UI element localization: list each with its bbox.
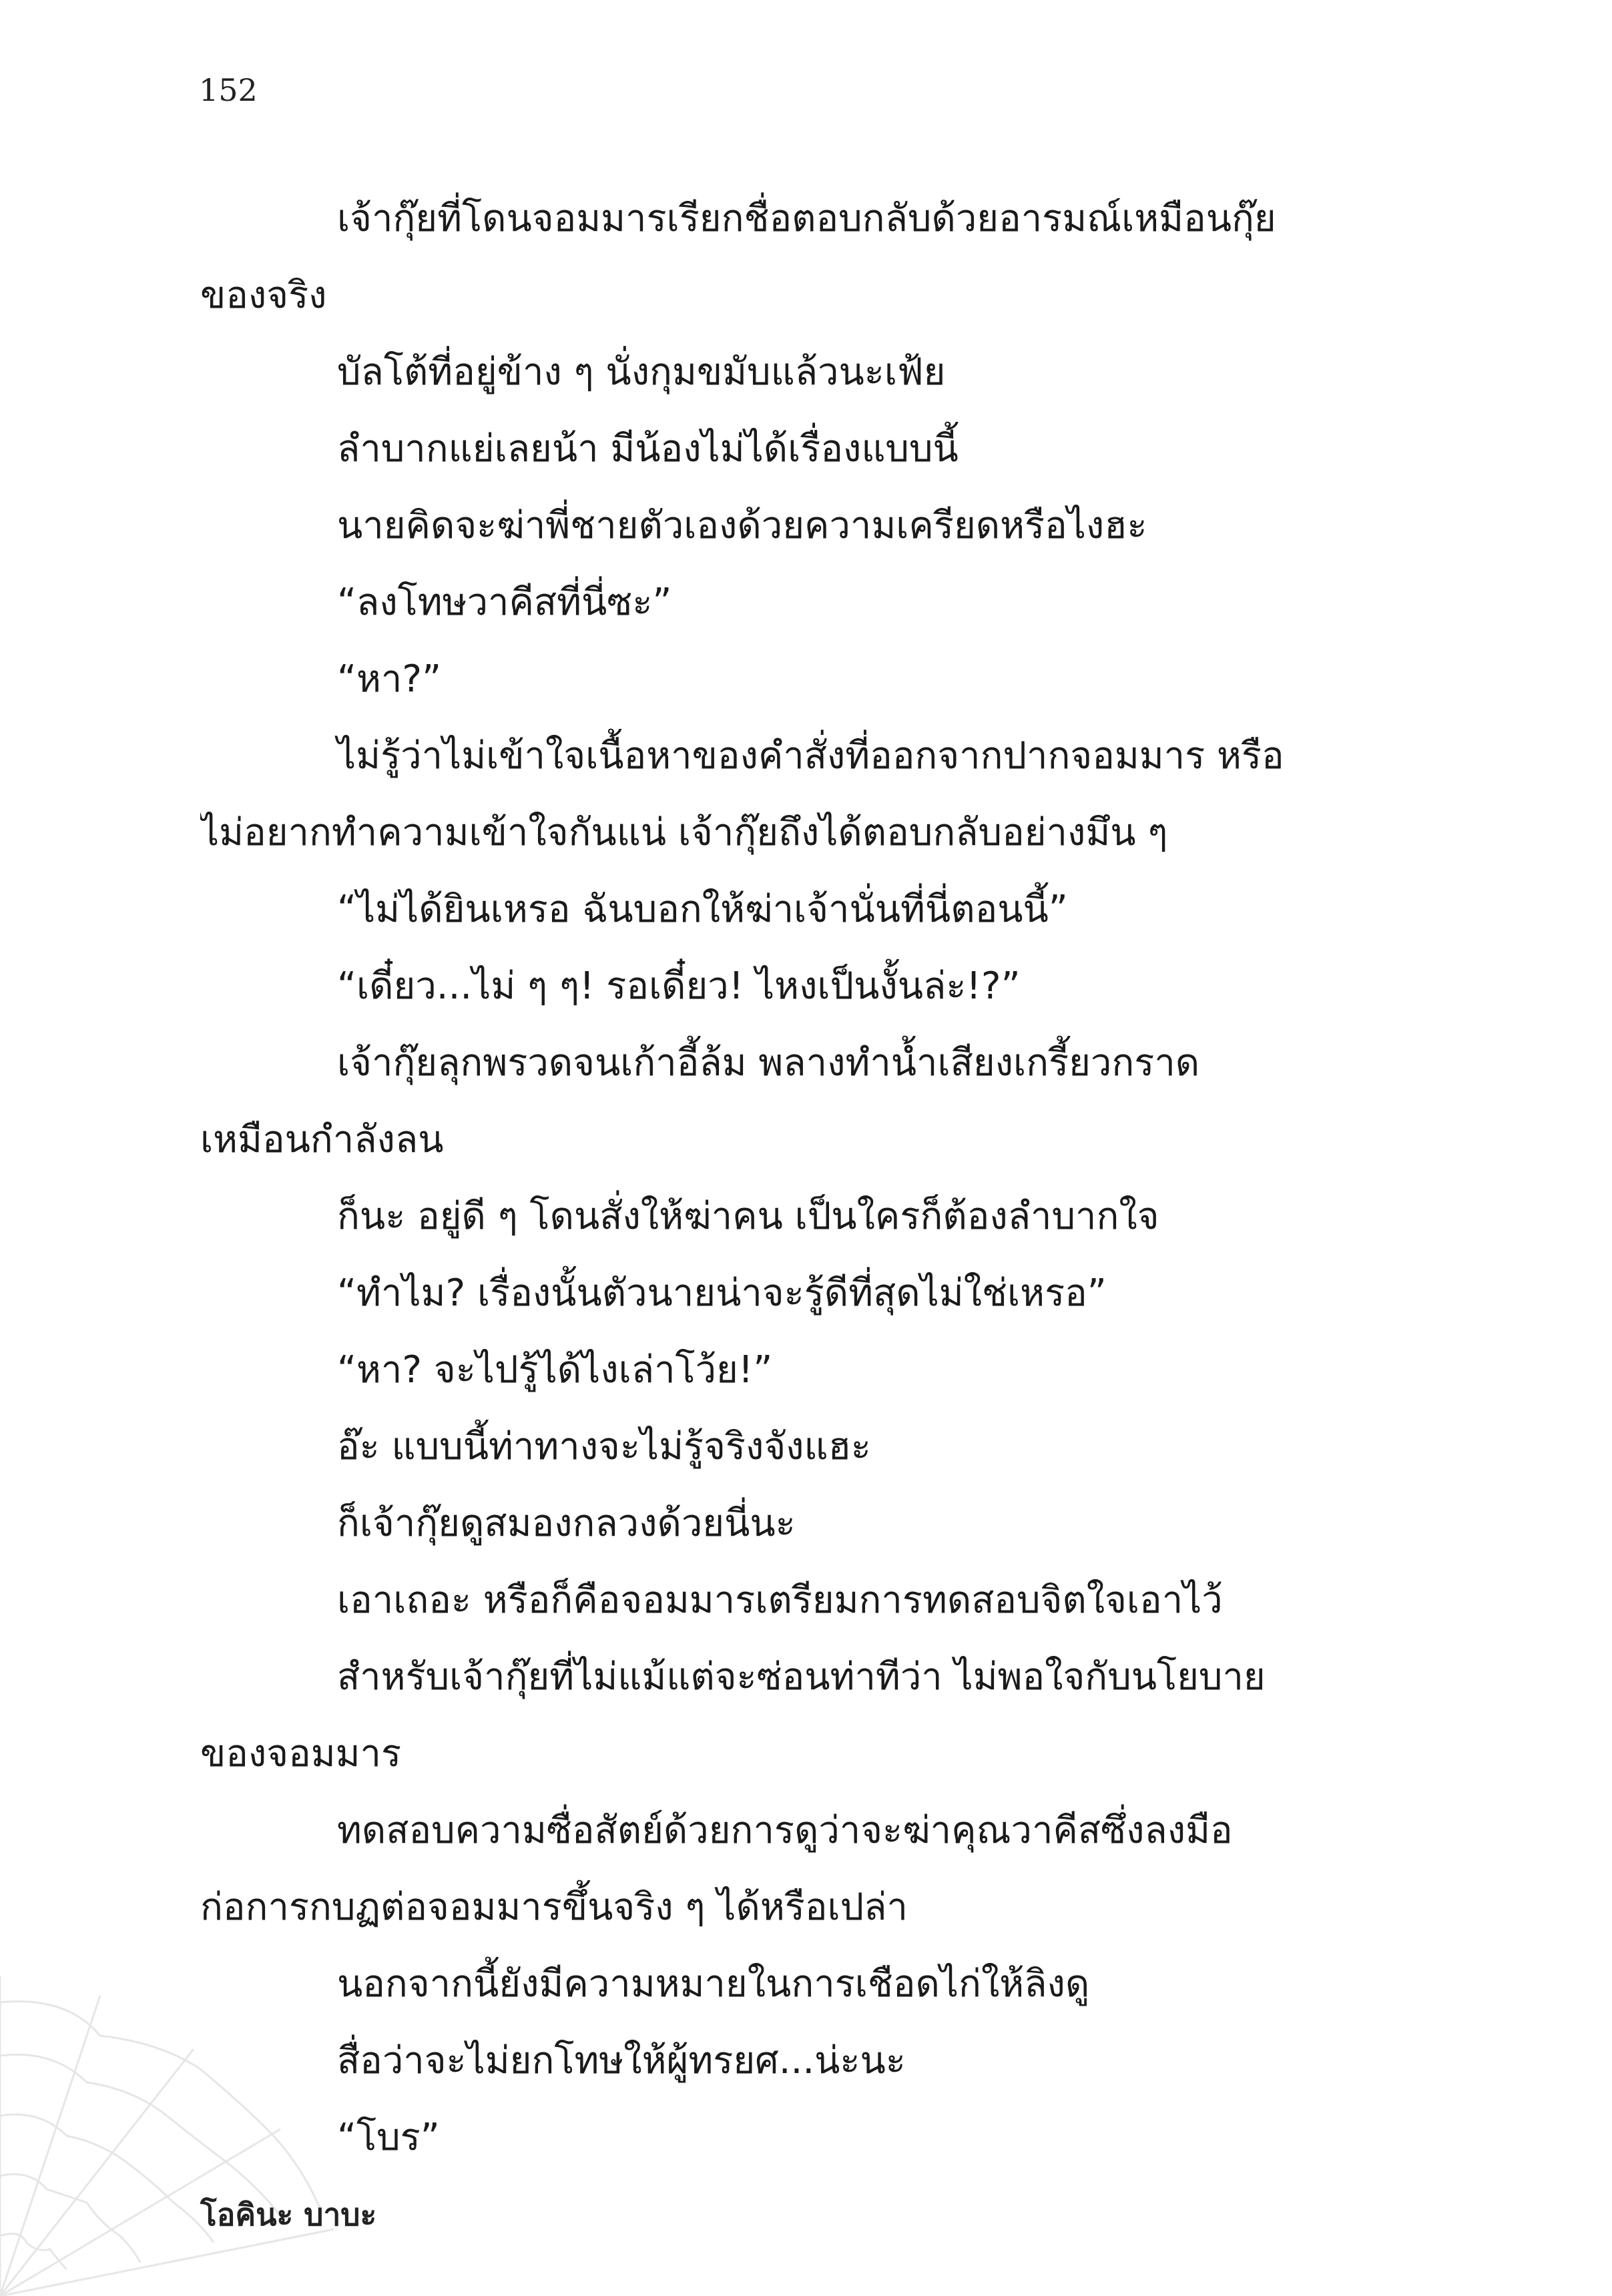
text-line: ทดสอบความซื่อสัตย์ด้วยการดูว่าจะฆ่าคุณวาคีสซึ่งลงมือ [337, 1809, 1233, 1852]
text-line: ของจอมมาร [200, 1732, 402, 1775]
text-line: ของจริง [200, 274, 327, 317]
text-line: อ๊ะ แบบนี้ท่าทางจะไม่รู้จริงจังแฮะ [337, 1425, 871, 1468]
text-line: ก็นะ อยู่ดี ๆ โดนสั่งให้ฆ่าคน เป็นใครก็ต้องลำบากใจ [337, 1195, 1159, 1238]
text-line: ไม่รู้ว่าไม่เข้าใจเนื้อหาของคำสั่งที่ออกจากปากจอมมาร หรือ [337, 734, 1284, 778]
text-line: เอาเถอะ หรือก็คือจอมมารเตรียมการทดสอบจิตใจเอาไว้ [337, 1579, 1223, 1622]
text-line: สื่อว่าจะไม่ยกโทษให้ผู้ทรยศ...น่ะนะ [337, 2039, 906, 2082]
text-line: “ไม่ได้ยินเหรอ ฉันบอกให้ฆ่าเจ้านั่นที่นี่ตอนนี้” [337, 888, 1068, 931]
page-number: 152 [199, 72, 258, 108]
text-line: ไม่อยากทำความเข้าใจกันแน่ เจ้ากุ๊ยถึงได้ตอบกลับอย่างมึน ๆ [200, 811, 1168, 854]
text-line: ก่อการกบฏต่อจอมมารขึ้นจริง ๆ ได้หรือเปล่า [200, 1886, 908, 1929]
text-line: “ทำไม? เรื่องนั้นตัวนายน่าจะรู้ดีที่สุดไม่ใช่เหรอ” [337, 1271, 1107, 1315]
text-line: สำหรับเจ้ากุ๊ยที่ไม่แม้แต่จะซ่อนท่าทีว่า ไม่พอใจกับนโยบาย [337, 1655, 1266, 1699]
body-text [200, 180, 1408, 2176]
text-line: นอกจากนี้ยังมีความหมายในการเชือดไก่ให้ลิงดู [337, 1962, 1090, 2006]
text-line: นายคิดจะฆ่าพี่ชายตัวเองด้วยความเครียดหรือไงฮะ [337, 504, 1147, 547]
text-line: ลำบากแย่เลยน้า มีน้องไม่ได้เรื่องแบบนี้ [337, 427, 959, 471]
text-line: เจ้ากุ๊ยที่โดนจอมมารเรียกชื่อตอบกลับด้วยอารมณ์เหมือนกุ๊ย [337, 197, 1276, 240]
spider-web-icon [0, 1949, 347, 2296]
text-line: “หา?” [337, 657, 442, 701]
text-line: “โบร” [337, 2116, 440, 2159]
text-line: ก็เจ้ากุ๊ยดูสมองกลวงด้วยนี่นะ [337, 1502, 796, 1545]
text-line: “เดี๋ยว...ไม่ ๆ ๆ! รอเดี๋ยว! ไหงเป็นงั้นล่ะ!?” [337, 964, 1021, 1008]
text-line: เหมือนกำลังลน [200, 1118, 444, 1161]
footer-author: โอคินะ บาบะ [200, 2197, 377, 2233]
text-line: เจ้ากุ๊ยลุกพรวดจนเก้าอี้ล้ม พลางทำน้ำเสียงเกรี้ยวกราด [337, 1041, 1200, 1085]
text-line: “ลงโทษวาคีสที่นี่ซะ” [337, 581, 672, 624]
text-line: “หา? จะไปรู้ได้ไงเล่าโว้ย!” [337, 1348, 773, 1392]
text-line: บัลโต้ที่อยู่ข้าง ๆ นั่งกุมขมับแล้วนะเฟ้ย [337, 350, 946, 394]
